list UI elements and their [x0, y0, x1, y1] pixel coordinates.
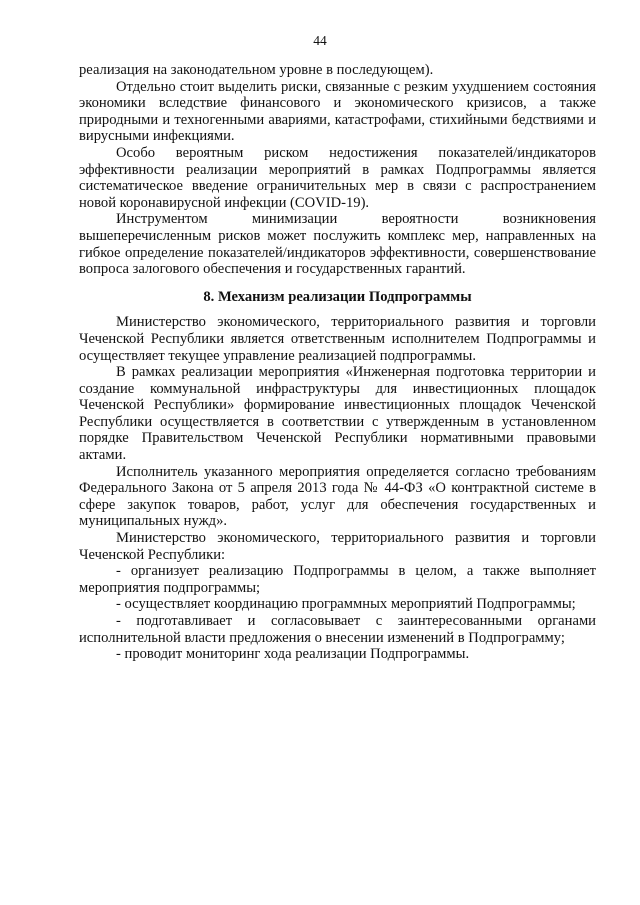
paragraph-federal-law: Исполнитель указанного мероприятия определяется согласно требованиям Федерального Закона от 5 апреля 2013 года № 44-ФЗ «О контрактной системе в сфере закупок товаров, работ, услуг для обеспечения государственных и муниципальных нужд».	[79, 463, 596, 530]
paragraph-covid-risk: Особо вероятным риском недостижения показателей/индикаторов эффективности реализации мероприятий в рамках Подпрограммы является систематическое введение ограничительных мер в связи с распространением новой коронавирусной инфекции (COVID-19).	[79, 144, 596, 211]
paragraph-risks: Отдельно стоит выделить риски, связанные с резким ухудшением состояния экономики вследствие финансового и экономического кризисов, а также природными и техногенными авариями, катастрофами, стихийными бедствиями и вирусными инфекциями.	[79, 78, 596, 145]
list-item-prepares-changes: - подготавливает и согласовывает с заинтересованными органами исполнительной власти предложения о внесении изменений в Подпрограмму;	[79, 613, 596, 646]
paragraph-ministry-intro: Министерство экономического, территориального развития и торговли Чеченской Республики:	[79, 530, 596, 563]
paragraph-responsible-executor: Министерство экономического, территориального развития и торговли Чеченской Республики является ответственным исполнителем Подпрограммы и осуществляет текущее управление реализацией подпрограммы.	[79, 314, 596, 364]
list-item-coordinates: - осуществляет координацию программных мероприятий Подпрограммы;	[116, 596, 576, 613]
paragraph-engineering-preparation: В рамках реализации мероприятия «Инженерная подготовка территории и создание коммунальной инфраструктуры для инвестиционных площадок Чеченской Республики» формирование инвестиционных площадок Чеченской Республики осуществляется в соответствии с утвержденным в установленном порядке Правительством Чеченской Республики нормативными правовыми актами.	[79, 364, 596, 464]
section-heading: 8. Механизм реализации Подпрограммы	[203, 288, 472, 305]
document-body	[79, 62, 596, 663]
list-item-organizes: - организует реализацию Подпрограммы в целом, а также выполняет мероприятия подпрограммы;	[79, 563, 596, 596]
page-number: 44	[313, 33, 327, 48]
paragraph-risk-minimization: Инструментом минимизации вероятности возникновения вышеперечисленным рисков может послужить комплекс мер, направленных на гибкое определение показателей/индикаторов эффективности, совершенствование вопроса залогового обеспечения и государственных гарантий.	[79, 211, 596, 278]
list-item-monitoring: - проводит мониторинг хода реализации Подпрограммы.	[116, 646, 470, 663]
paragraph-continuation: реализация на законодательном уровне в последующем).	[79, 62, 434, 78]
